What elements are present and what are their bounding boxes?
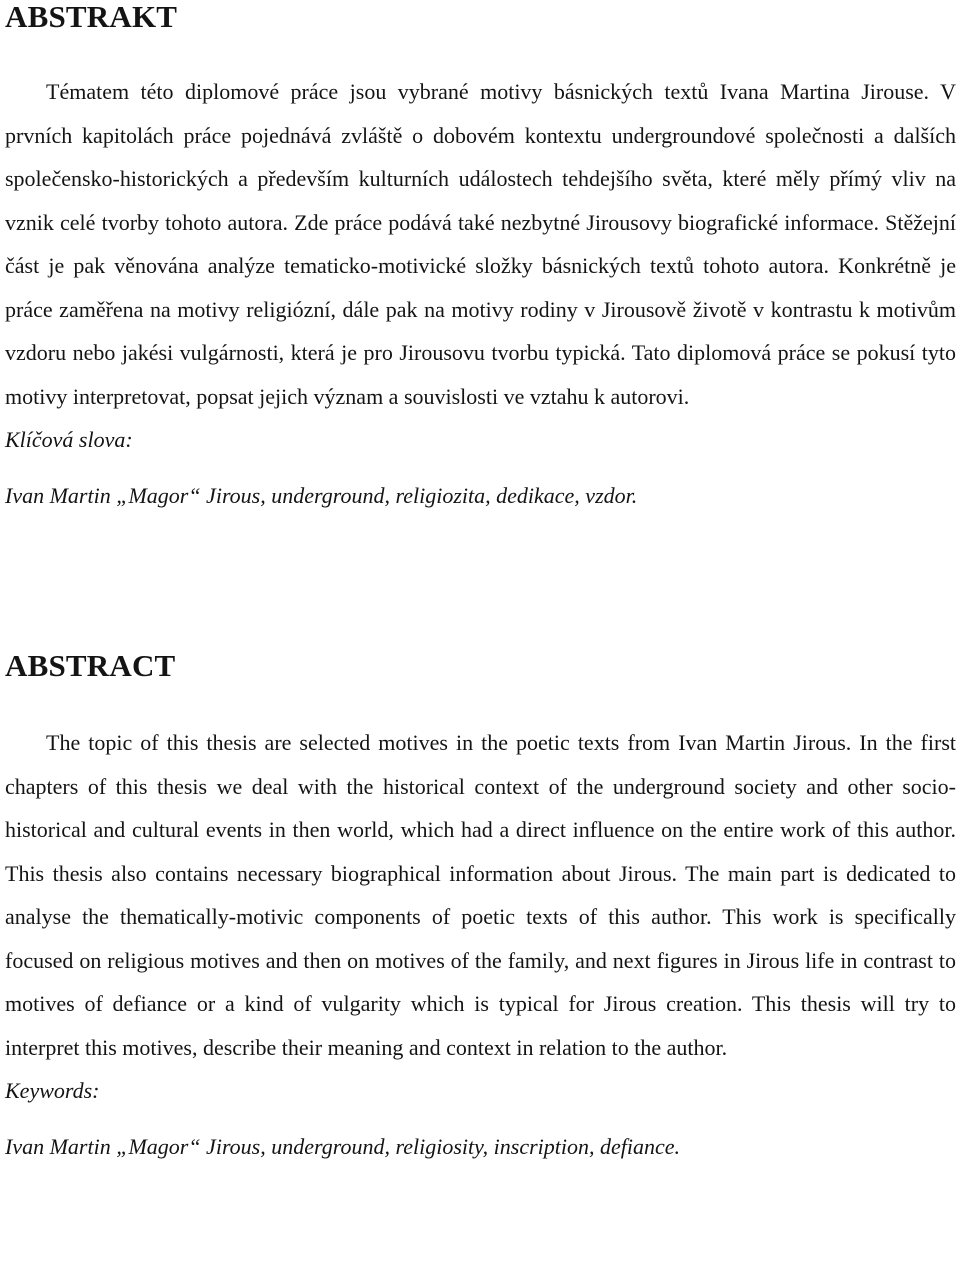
czech-abstract-section (5, 0, 956, 517)
czech-keywords-label: Klíčová slova: (5, 427, 133, 452)
czech-abstract-heading: ABSTRAKT (5, 0, 178, 34)
english-keywords-list: Ivan Martin „Magor“ Jirous, underground, religiosity, inscription, defiance. (5, 1133, 681, 1159)
english-abstract-heading: ABSTRACT (5, 648, 176, 683)
czech-keywords-list: Ivan Martin „Magor“ Jirous, underground, religiozita, dedikace, vzdor. (5, 482, 638, 508)
english-keywords-label: Keywords: (5, 1078, 100, 1103)
english-abstract-paragraph: The topic of this thesis are selected motives in the poetic texts from Ivan Martin Jirous. In the first chapters of this thesis we deal with the historical context of the underground society and other socio-historical and cultural events in then world, which had a direct influence on the entire work of this author. This thesis also contains necessary biographical information about Jirous. The main part is dedicated to analyse the thematically-motivic components of poetic texts of this author. This work is specifically focused on religious motives and then on motives of the family, and next figures in Jirous life in contrast to motives of defiance or a kind of vulgarity which is typical for Jirous creation. This thesis will try to interpret this motives, describe their meaning and context in relation to the author. (5, 730, 956, 1060)
english-abstract-section (5, 649, 956, 1168)
czech-abstract-paragraph: Tématem této diplomové práce jsou vybrané motivy básnických textů Ivana Martina Jirouse. V prvních kapitolách práce pojednává zvláště o dobovém kontextu undergroundové společnosti a dalších společensko-historických a především kulturních událostech tehdejšího světa, které měly přímý vliv na vznik celé tvorby tohoto autora. Zde práce podává také nezbytné Jirousovy biografické informace. Stěžejní část je pak věnována analýze tematicko-motivické složky básnických textů tohoto autora. Konkrétně je práce zaměřena na motivy religiózní, dále pak na motivy rodiny v Jirousově životě v kontrastu k motivům vzdoru nebo jakési vulgárnosti, která je pro Jirousovu tvorbu typická. Tato diplomová práce se pokusí tyto motivy interpretovat, popsat jejich význam a souvislosti ve vztahu k autorovi. (5, 79, 956, 409)
